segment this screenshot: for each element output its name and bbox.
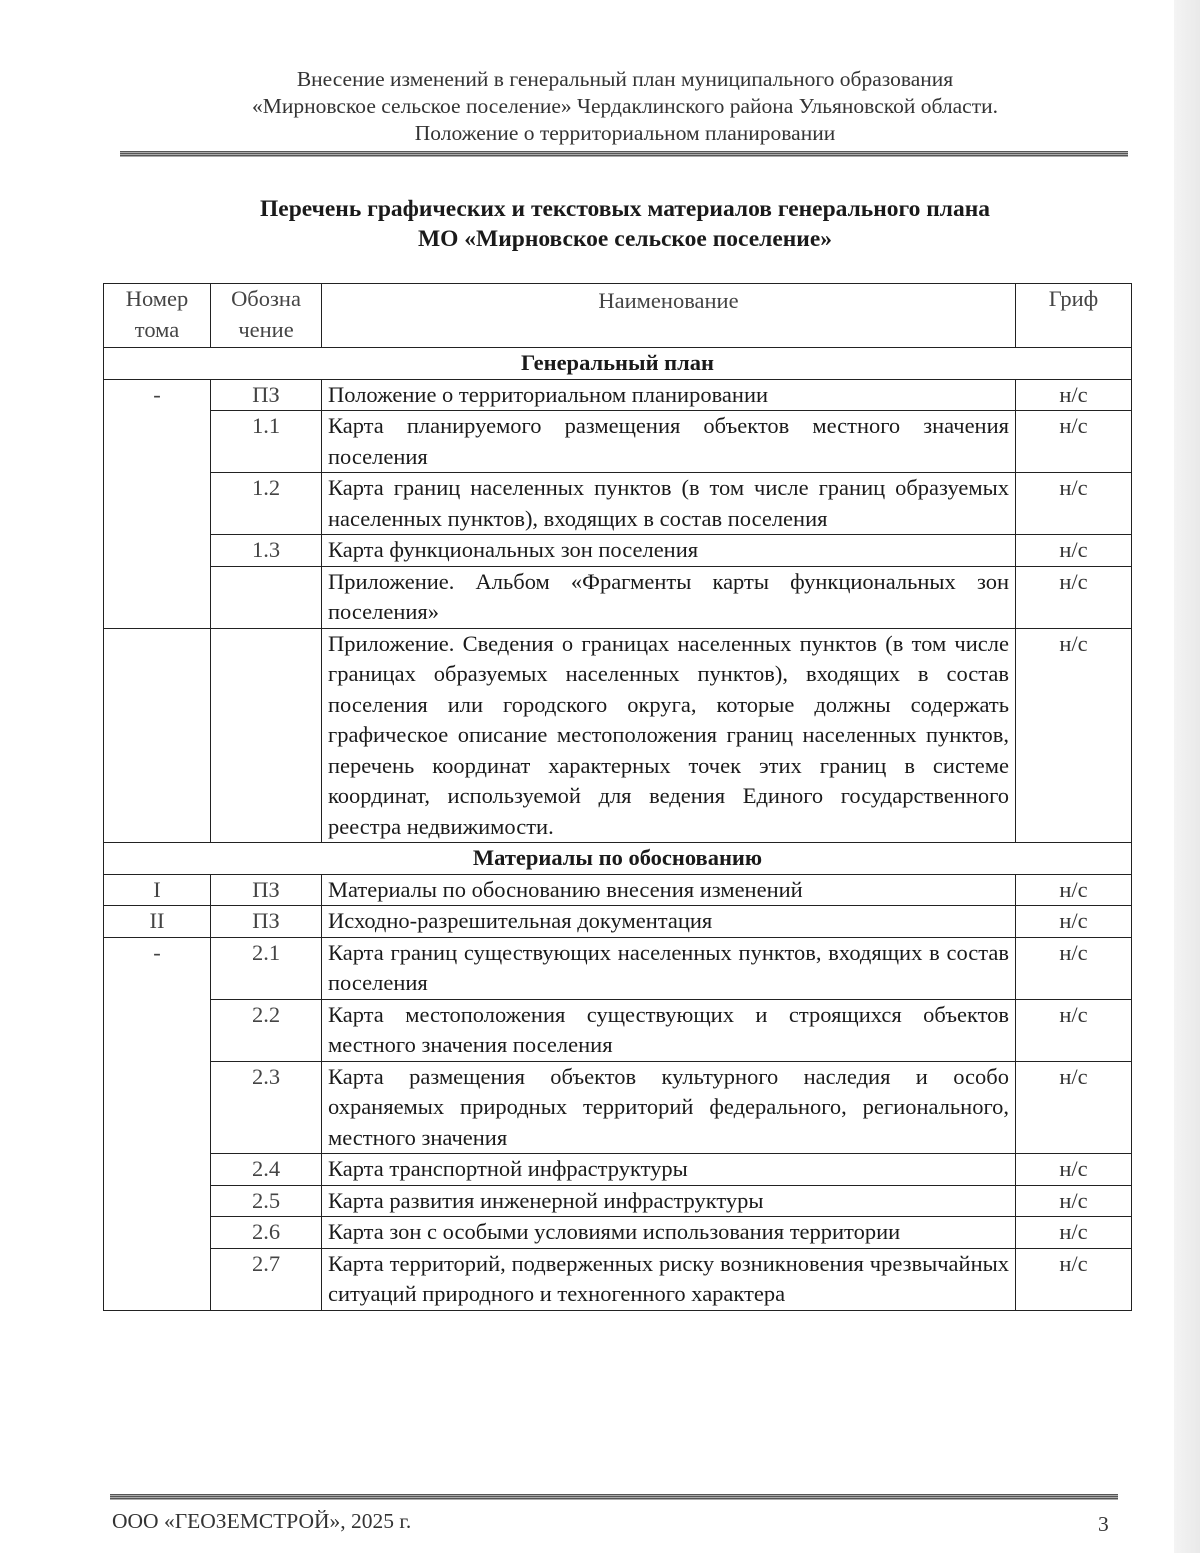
cell-stamp: н/с (1016, 937, 1132, 999)
cell-stamp: н/с (1016, 1154, 1132, 1186)
table-row (104, 1185, 1132, 1217)
table-row (104, 999, 1132, 1061)
cell-name: Приложение. Альбом «Фрагменты карты функциональных зон поселения» (322, 566, 1016, 628)
table-row (104, 628, 1132, 843)
cell-name: Приложение. Сведения о границах населенных пунктов (в том числе границах образуемых населенных пунктов), входящих в состав поселения или городского округа, которые должны содержать графическое описание местоположения границ населенных пунктов, перечень координат характерных точек этих границ в системе координат, используемой для ведения Единого государственного реестра недвижимости. (322, 628, 1016, 843)
cell-stamp: н/с (1016, 1217, 1132, 1249)
cell-volume (104, 628, 211, 843)
section-row (104, 843, 1132, 875)
table-row (104, 473, 1132, 535)
section-justification-materials: Материалы по обоснованию (104, 843, 1132, 875)
cell-name: Карта границ существующих населенных пунктов, входящих в состав поселения (322, 937, 1016, 999)
title-line-2: МО «Мирновское сельское поселение» (417, 226, 833, 252)
table-row (104, 906, 1132, 938)
cell-stamp: н/с (1016, 906, 1132, 938)
table-header-row (104, 284, 1132, 348)
footer-divider (110, 1494, 1118, 1500)
cell-name: Положение о территориальном планировании (322, 379, 1016, 411)
cell-code: 2.5 (211, 1185, 322, 1217)
cell-stamp: н/с (1016, 535, 1132, 567)
column-header-code: Обозна чение (211, 284, 322, 348)
section-general-plan: Генеральный план (104, 348, 1132, 380)
title-line-1: Перечень графических и текстовых материалов генерального плана (260, 196, 990, 222)
header-line-2: «Мирновское сельское поселение» Чердаклинского района Ульяновской области. (252, 94, 998, 118)
cell-code: 1.3 (211, 535, 322, 567)
table-row (104, 1154, 1132, 1186)
table-row (104, 1061, 1132, 1154)
cell-name: Исходно-разрешительная документация (322, 906, 1016, 938)
table-row (104, 535, 1132, 567)
cell-code: 1.2 (211, 473, 322, 535)
cell-volume: - (104, 379, 211, 628)
cell-name: Карта зон с особыми условиями использования территории (322, 1217, 1016, 1249)
table-row (104, 1248, 1132, 1310)
table-row (104, 1217, 1132, 1249)
cell-stamp: н/с (1016, 1185, 1132, 1217)
cell-name: Карта функциональных зон поселения (322, 535, 1016, 567)
table-row (104, 411, 1132, 473)
cell-code: 2.7 (211, 1248, 322, 1310)
cell-code (211, 566, 322, 628)
cell-stamp: н/с (1016, 1061, 1132, 1154)
page-number: 3 (1098, 1512, 1109, 1536)
header-line-1: Внесение изменений в генеральный план муниципального образования (296, 67, 954, 91)
cell-name: Карта местоположения существующих и строящихся объектов местного значения поселения (322, 999, 1016, 1061)
cell-stamp: н/с (1016, 473, 1132, 535)
materials-table (103, 283, 1132, 1311)
cell-code: 2.3 (211, 1061, 322, 1154)
cell-volume: II (104, 906, 211, 938)
cell-name: Карта развития инженерной инфраструктуры (322, 1185, 1016, 1217)
section-row (104, 348, 1132, 380)
cell-code: ПЗ (211, 379, 322, 411)
scan-edge (1174, 0, 1200, 1553)
cell-code: 2.6 (211, 1217, 322, 1249)
header-line-3: Положение о территориальном планировании (414, 121, 836, 145)
cell-name: Карта транспортной инфраструктуры (322, 1154, 1016, 1186)
cell-volume: - (104, 937, 211, 1310)
table-row (104, 566, 1132, 628)
cell-name: Материалы по обоснованию внесения изменений (322, 874, 1016, 906)
cell-code: 2.4 (211, 1154, 322, 1186)
column-header-name: Наименование (322, 284, 1016, 348)
running-header (120, 66, 1130, 147)
cell-stamp: н/с (1016, 628, 1132, 843)
cell-stamp: н/с (1016, 999, 1132, 1061)
cell-stamp: н/с (1016, 379, 1132, 411)
cell-code: 1.1 (211, 411, 322, 473)
footer-company: ООО «ГЕОЗЕМСТРОЙ», 2025 г. (112, 1509, 412, 1533)
document-title (110, 194, 1140, 254)
header-divider (120, 151, 1128, 157)
table-row (104, 379, 1132, 411)
cell-stamp: н/с (1016, 566, 1132, 628)
cell-name: Карта границ населенных пунктов (в том числе границ образуемых населенных пунктов), входящих в состав поселения (322, 473, 1016, 535)
cell-code: 2.2 (211, 999, 322, 1061)
cell-code: 2.1 (211, 937, 322, 999)
cell-stamp: н/с (1016, 874, 1132, 906)
table-row (104, 937, 1132, 999)
column-header-stamp: Гриф (1016, 284, 1132, 348)
cell-stamp: н/с (1016, 1248, 1132, 1310)
cell-code: ПЗ (211, 874, 322, 906)
cell-stamp: н/с (1016, 411, 1132, 473)
cell-code: ПЗ (211, 906, 322, 938)
cell-name: Карта размещения объектов культурного наследия и особо охраняемых природных территорий федерального, регионального, местного значения (322, 1061, 1016, 1154)
cell-code (211, 628, 322, 843)
cell-name: Карта территорий, подверженных риску возникновения чрезвычайных ситуаций природного и техногенного характера (322, 1248, 1016, 1310)
table-row (104, 874, 1132, 906)
cell-volume: I (104, 874, 211, 906)
cell-name: Карта планируемого размещения объектов местного значения поселения (322, 411, 1016, 473)
column-header-volume: Номер тома (104, 284, 211, 348)
